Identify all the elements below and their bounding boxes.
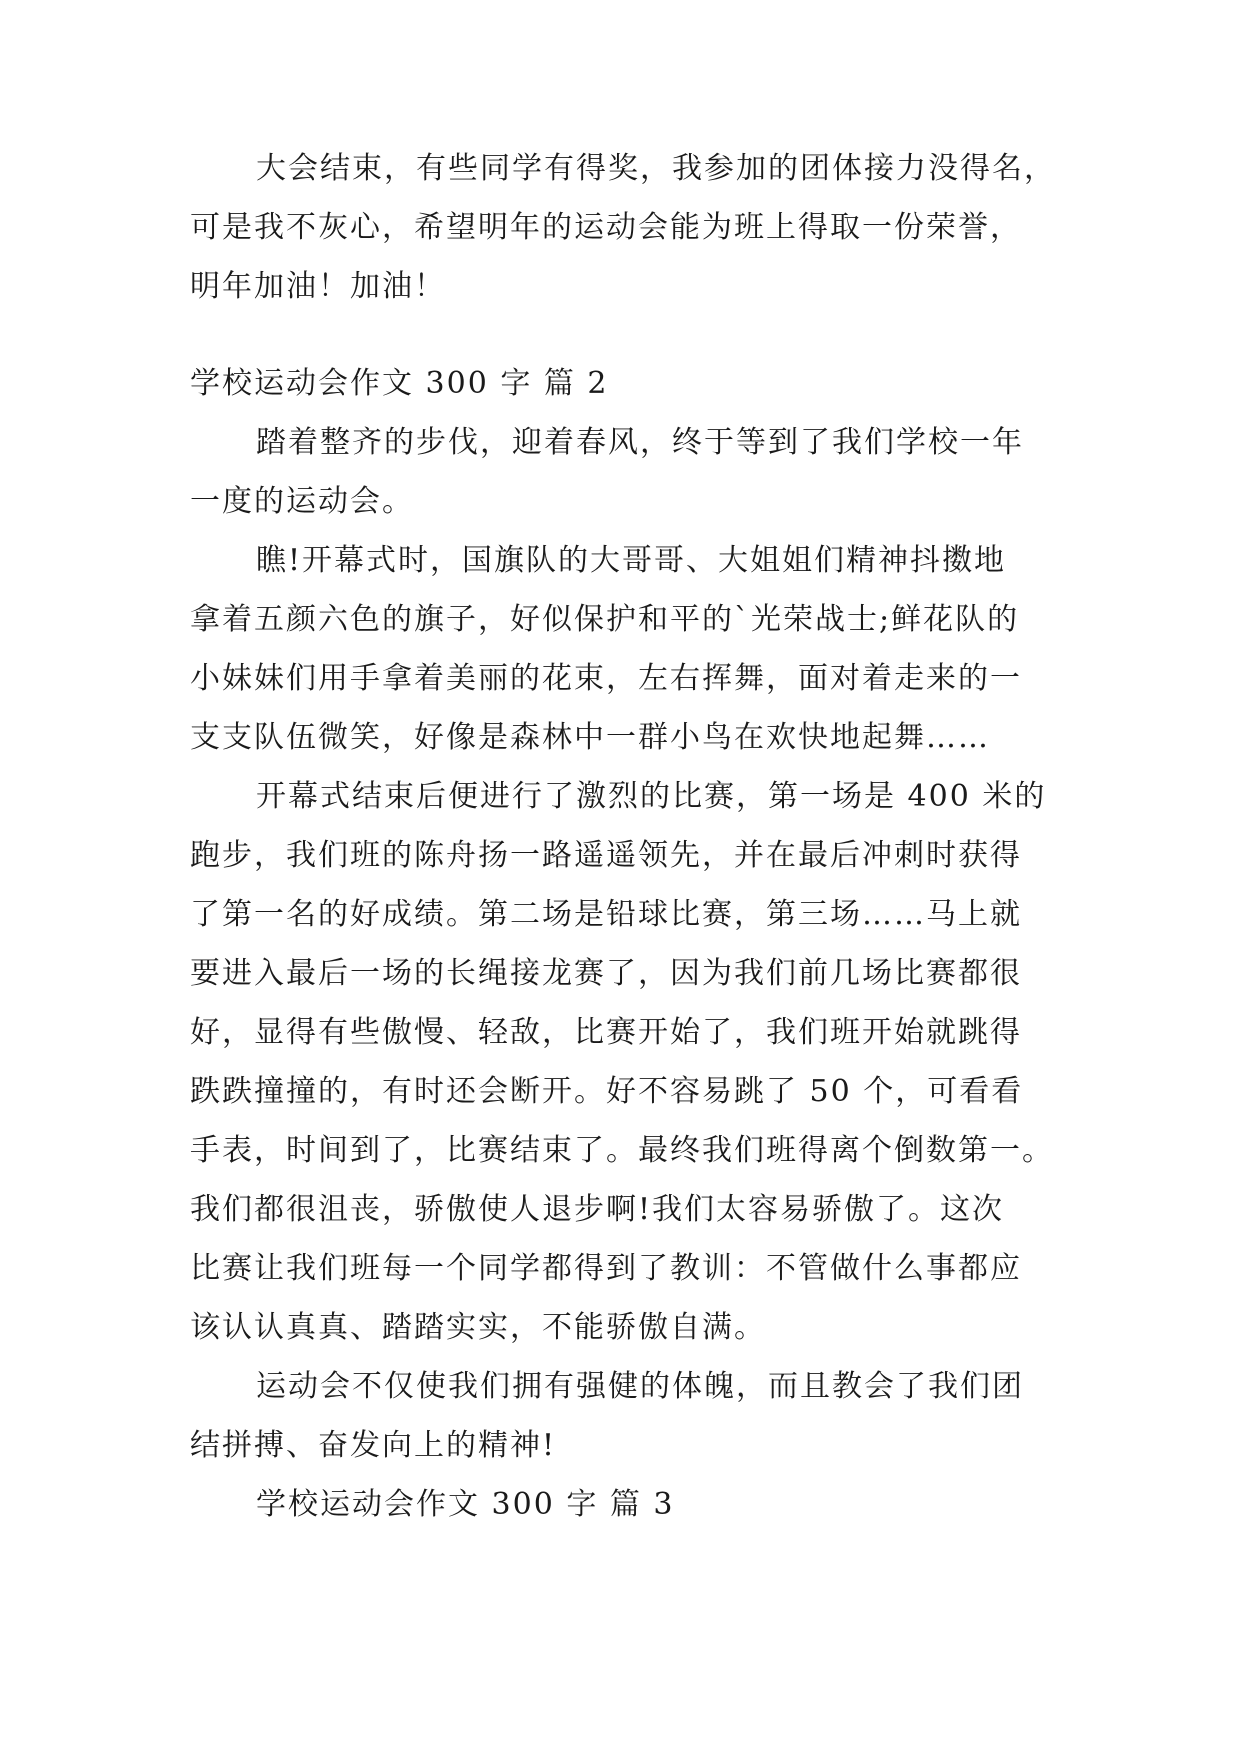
paragraph-line: 跌跌撞撞的，有时还会断开。好不容易跳了 50 个，可看看: [190, 1074, 1024, 1109]
paragraph-line: 大会结束，有些同学有得奖，我参加的团体接力没得名，: [256, 151, 1056, 186]
paragraph-line: 小妹妹们用手拿着美丽的花束，左右挥舞，面对着走来的一: [190, 661, 1022, 696]
paragraph-line: 该认认真真、踏踏实实，不能骄傲自满。: [190, 1310, 766, 1345]
paragraph-line: 要进入最后一场的长绳接龙赛了，因为我们前几场比赛都很: [190, 956, 1022, 991]
paragraph-line: 明年加油！加油！: [190, 269, 446, 304]
paragraph-line: 踏着整齐的步伐，迎着春风，终于等到了我们学校一年: [256, 425, 1024, 460]
paragraph-line: 瞧!开幕式时，国旗队的大哥哥、大姐姐们精神抖擞地: [256, 543, 1007, 578]
paragraph-line: 运动会不仅使我们拥有强健的体魄，而且教会了我们团: [256, 1369, 1024, 1404]
paragraph-line: 手表，时间到了，比赛结束了。最终我们班得离个倒数第一。: [190, 1133, 1054, 1168]
paragraph-line: 比赛让我们班每一个同学都得到了教训：不管做什么事都应: [190, 1251, 1022, 1286]
paragraph-line: 我们都很沮丧，骄傲使人退步啊!我们太容易骄傲了。这次: [190, 1192, 1005, 1227]
paragraph-line: 跑步，我们班的陈舟扬一路遥遥领先，并在最后冲刺时获得: [190, 838, 1022, 873]
paragraph-line: 好，显得有些傲慢、轻敌，比赛开始了，我们班开始就跳得: [190, 1015, 1022, 1050]
section-heading: 学校运动会作文 300 字 篇 2: [190, 366, 609, 401]
paragraph-line: 了第一名的好成绩。第二场是铅球比赛，第三场……马上就: [190, 897, 1022, 932]
paragraph-line: 支支队伍微笑，好像是森林中一群小鸟在欢快地起舞……: [190, 720, 990, 755]
paragraph-line: 拿着五颜六色的旗子，好似保护和平的`光荣战士;鲜花队的: [190, 602, 1020, 637]
paragraph-line: 开幕式结束后便进行了激烈的比赛，第一场是 400 米的: [256, 779, 1047, 814]
paragraph-line: 一度的运动会。: [190, 484, 414, 519]
paragraph-line: 结拼搏、奋发向上的精神!: [190, 1428, 557, 1463]
section-heading: 学校运动会作文 300 字 篇 3: [256, 1487, 675, 1522]
paragraph-line: 可是我不灰心，希望明年的运动会能为班上得取一份荣誉，: [190, 210, 1022, 245]
